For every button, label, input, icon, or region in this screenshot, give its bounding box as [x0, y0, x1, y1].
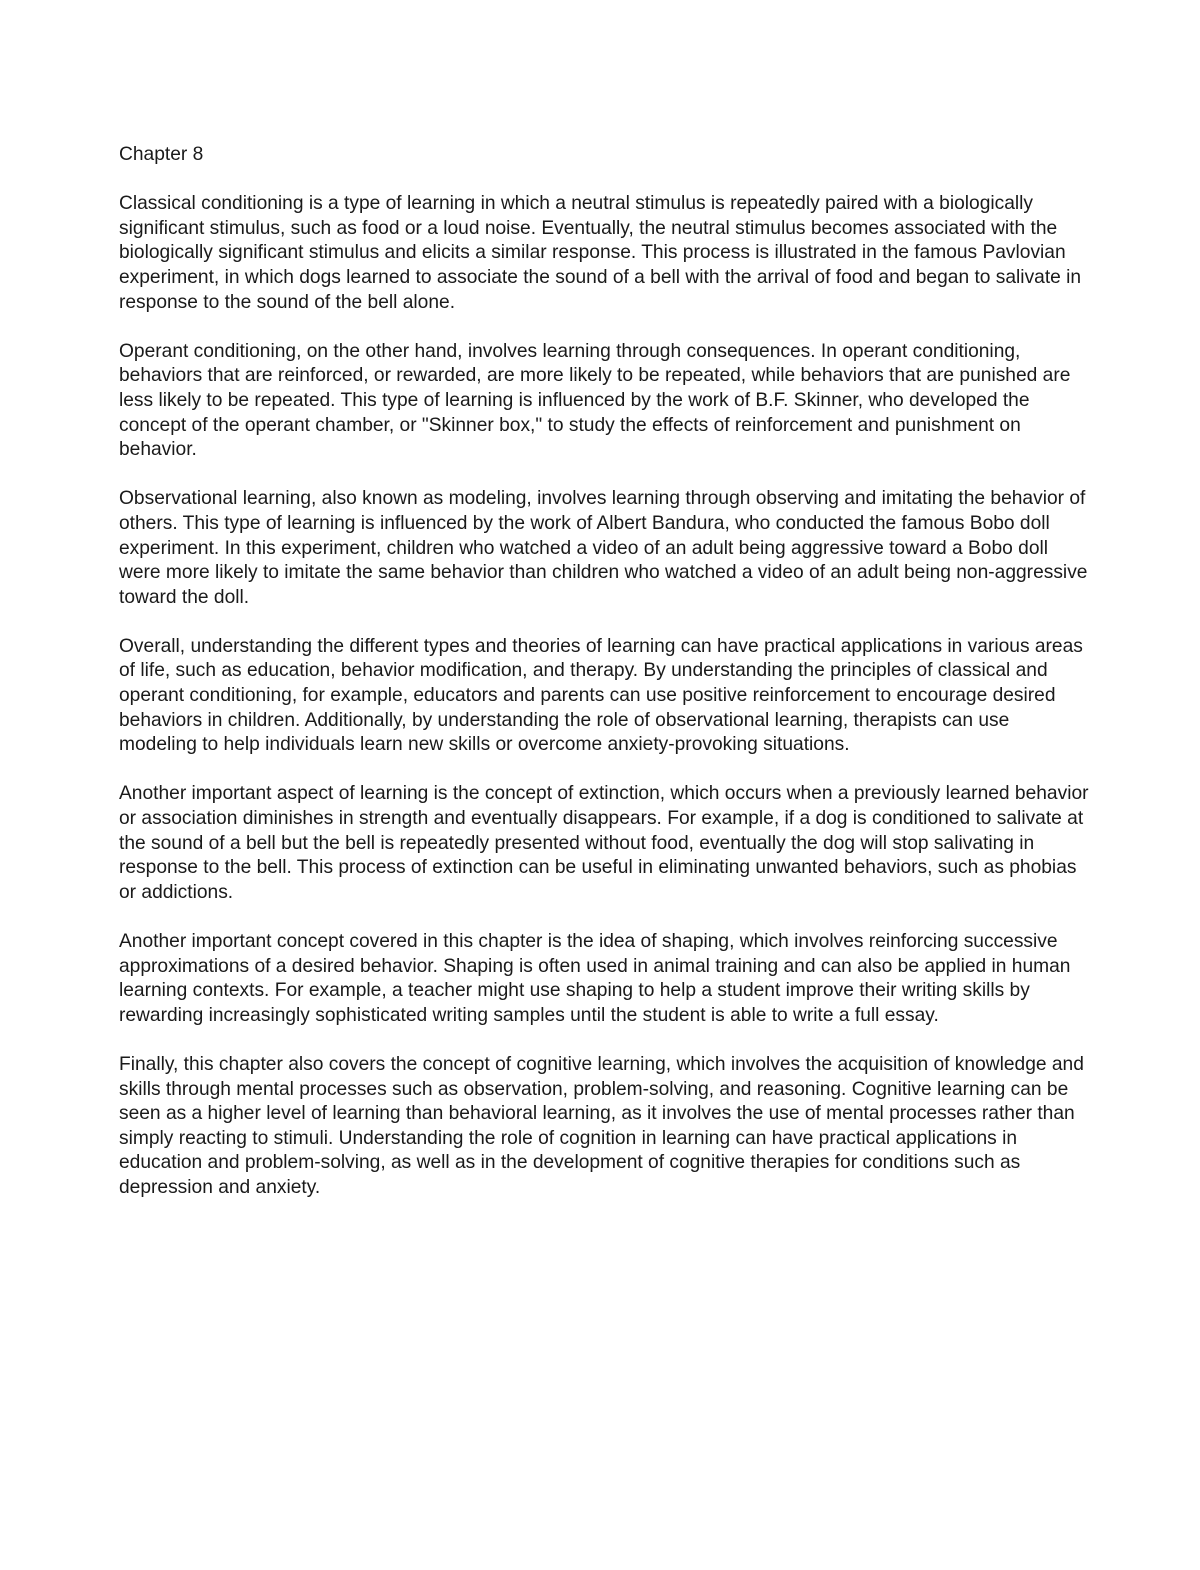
document-body [119, 143, 1091, 1201]
paragraph-shaping: Another important concept covered in this chapter is the idea of shaping, which involves reinforcing successive approximations of a desired behavior. Shaping is often used in animal training and can also be applied in human learning contexts. For example, a teacher might use shaping to help a student improve their writing skills by rewarding increasingly sophisticated writing samples until the student is able to write a full essay. [119, 931, 1071, 1026]
paragraph-classical-conditioning: Classical conditioning is a type of learning in which a neutral stimulus is repeatedly paired with a biologically significant stimulus, such as food or a loud noise. Eventually, the neutral stimulus becomes associated with the biologically significant stimulus and elicits a similar response. This process is illustrated in the famous Pavlovian experiment, in which dogs learned to associate the sound of a bell with the arrival of food and began to salivate in response to the sound of the bell alone. [119, 193, 1082, 313]
chapter-heading: Chapter 8 [119, 144, 204, 165]
paragraph-observational-learning: Observational learning, also known as modeling, involves learning through observing and imitating the behavior of others. This type of learning is influenced by the work of Albert Bandura, who conducted the famous Bobo doll experiment. In this experiment, children who watched a video of an adult being aggressive toward a Bobo doll were more likely to imitate the same behavior than children who watched a video of an adult being non-aggressive toward the doll. [119, 488, 1088, 608]
paragraph-cognitive-learning: Finally, this chapter also covers the concept of cognitive learning, which involves the acquisition of knowledge and skills through mental processes such as observation, problem-solving, and reasoning. Cognitive learning can be seen as a higher level of learning than behavioral learning, as it involves the use of mental processes rather than simply reacting to stimuli. Understanding the role of cognition in learning can have practical applications in education and problem-solving, as well as in the development of cognitive therapies for conditions such as depression and anxiety. [119, 1053, 1084, 1198]
paragraph-operant-conditioning: Operant conditioning, on the other hand, involves learning through consequences. In operant conditioning, behaviors that are reinforced, or rewarded, are more likely to be repeated, while behaviors that are punished are less likely to be repeated. This type of learning is influenced by the work of B.F. Skinner, who developed the concept of the operant chamber, or "Skinner box," to study the effects of reinforcement and punishment on behavior. [119, 340, 1071, 461]
paragraph-extinction: Another important aspect of learning is the concept of extinction, which occurs when a previously learned behavior or association diminishes in strength and eventually disappears. For example, if a dog is conditioned to salivate at the sound of a bell but the bell is repeatedly presented without food, eventually the dog will stop salivating in response to the bell. This process of extinction can be useful in eliminating unwanted behaviors, such as phobias or addictions. [119, 783, 1089, 903]
paragraph-overall-applications: Overall, understanding the different types and theories of learning can have practical applications in various areas of life, such as education, behavior modification, and therapy. By understanding the principles of classical and operant conditioning, for example, educators and parents can use positive reinforcement to encourage desired behaviors in children. Additionally, by understanding the role of observational learning, therapists can use modeling to help individuals learn new skills or overcome anxiety-provoking situations. [119, 635, 1083, 756]
